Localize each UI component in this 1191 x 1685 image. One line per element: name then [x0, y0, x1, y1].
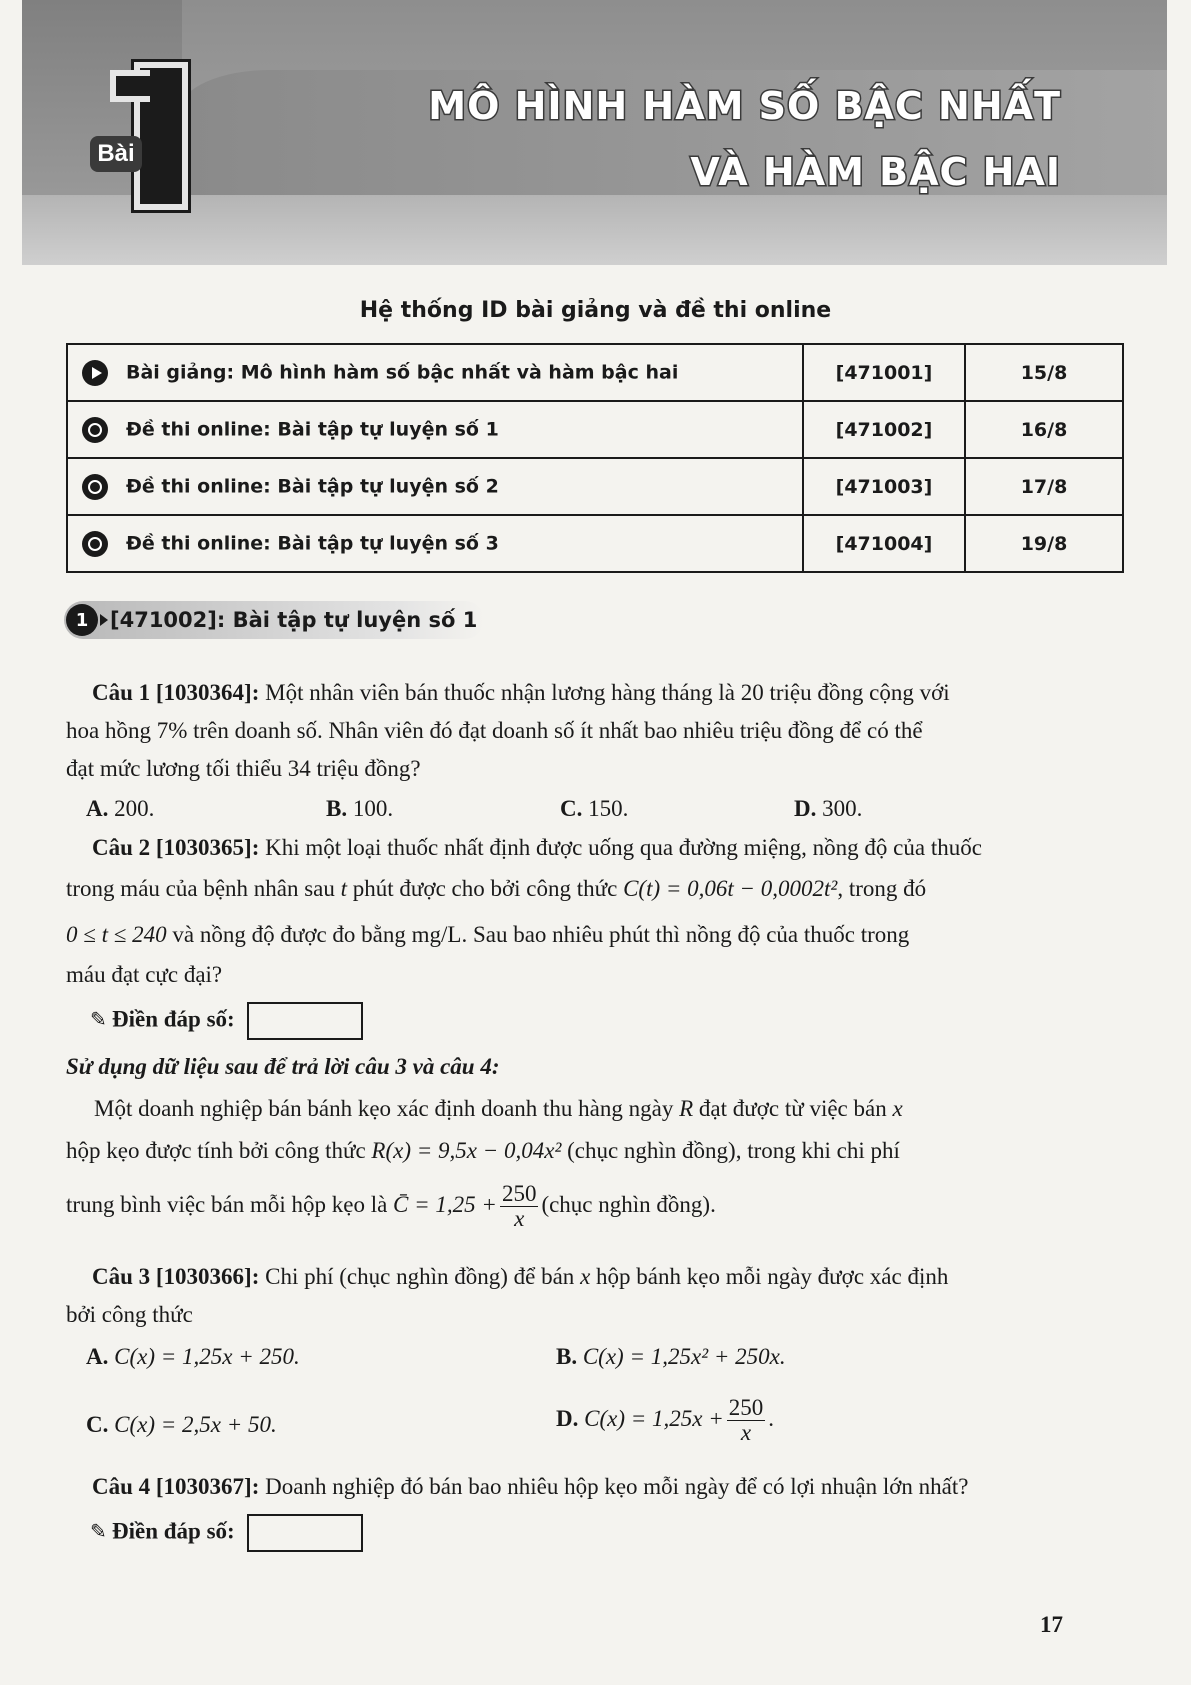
fraction: $\frac{250}{x}$: [501, 1181, 537, 1232]
q3-option-b[interactable]: B. C(x) = 1,25x² + 250x.: [556, 1344, 786, 1369]
lesson-number-graphic: [134, 62, 188, 210]
section-title: Hệ thống ID bài giảng và đề thi online: [359, 298, 832, 323]
table-cell-date: 15/8: [965, 344, 1123, 401]
data-intro-line3: trung bình việc bán mỗi hộp kẹo là C̄ = 1,25 + $\frac{250}{x}$ (chục nghìn đồng).: [66, 1181, 716, 1232]
data-intro-heading: Sử dụng dữ liệu sau để trả lời câu 3 và câu 4:: [66, 1054, 500, 1079]
data-intro-line1: Một doanh nghiệp bán bánh kẹo xác định doanh thu hàng ngày R đạt được từ việc bán x: [94, 1096, 903, 1121]
table-row[interactable]: [67, 458, 1123, 515]
table-cell-id: [471003]: [803, 458, 965, 515]
chapter-title-line1: MÔ HÌNH HÀM SỐ BẬC NHẤT: [428, 84, 1061, 128]
table-cell-label: Đề thi online: Bài tập tự luyện số 1: [67, 401, 803, 458]
table-cell-id: [471001]: [803, 344, 965, 401]
q3-option-c[interactable]: C. C(x) = 2,5x + 50.: [86, 1412, 277, 1437]
q1-option-a[interactable]: A. 200.: [86, 796, 155, 821]
id-table: [66, 343, 1124, 573]
banner-fold: [22, 195, 1167, 265]
q3-line2: bởi công thức: [66, 1302, 193, 1327]
data-intro-line2: hộp kẹo được tính bởi công thức R(x) = 9,5x − 0,04x² (chục nghìn đồng), trong khi chi phí: [66, 1138, 900, 1163]
table-cell-label: Đề thi online: Bài tập tự luyện số 3: [67, 515, 803, 572]
subsection-heading: [64, 601, 484, 639]
table-row[interactable]: [67, 344, 1123, 401]
lesson-label: Bài: [90, 136, 142, 172]
q4-line1: Câu 4 [1030367]: Doanh nghiệp đó bán bao nhiêu hộp kẹo mỗi ngày để có lợi nhuận lớn nhất?: [92, 1474, 969, 1499]
table-cell-date: 16/8: [965, 401, 1123, 458]
q2-line1: Câu 2 [1030365]: Khi một loại thuốc nhất định được uống qua đường miệng, nồng độ của thuốc: [92, 835, 982, 860]
subsection-number: 1: [66, 604, 98, 636]
q2-line4: máu đạt cực đại?: [66, 962, 223, 987]
table-row[interactable]: [67, 515, 1123, 572]
clock-icon: [82, 474, 108, 500]
pencil-icon: ✎: [90, 1521, 107, 1544]
page-number: 17: [1040, 1612, 1063, 1637]
clock-icon: [82, 417, 108, 443]
q3-option-d[interactable]: D. C(x) = 1,25x + $\frac{250}{x}$ .: [556, 1395, 774, 1446]
q2-line2: trong máu của bệnh nhân sau t phút được cho bởi công thức C(t) = 0,06t − 0,0002t², trong đó: [66, 876, 927, 901]
table-cell-id: [471002]: [803, 401, 965, 458]
q3-option-a[interactable]: A. C(x) = 1,25x + 250.: [86, 1344, 300, 1369]
q2-answer-box[interactable]: [247, 1002, 363, 1040]
pencil-icon: ✎: [90, 1009, 107, 1032]
q1-option-d[interactable]: D. 300.: [794, 796, 863, 821]
subsection-title: [471002]: Bài tập tự luyện số 1: [110, 608, 478, 632]
fraction: $\frac{250}{x}$: [728, 1395, 764, 1446]
table-cell-id: [471004]: [803, 515, 965, 572]
q1-line2: hoa hồng 7% trên doanh số. Nhân viên đó đạt doanh số ít nhất bao nhiêu triệu đồng để có thể: [66, 718, 923, 743]
q1-option-c[interactable]: C. 150.: [560, 796, 629, 821]
clock-icon: [82, 531, 108, 557]
table-cell-label: Bài giảng: Mô hình hàm số bậc nhất và hàm bậc hai: [67, 344, 803, 401]
chapter-title-line2: VÀ HÀM BẬC HAI: [690, 150, 1061, 194]
q4-answer-row: ✎ Điền đáp số:: [90, 1514, 363, 1552]
q2-answer-row: ✎ Điền đáp số:: [90, 1002, 363, 1040]
q1-line3: đạt mức lương tối thiểu 34 triệu đồng?: [66, 756, 421, 781]
q3-line1: Câu 3 [1030366]: Chi phí (chục nghìn đồng) để bán x hộp bánh kẹo mỗi ngày được xác định: [92, 1264, 949, 1289]
table-row[interactable]: [67, 401, 1123, 458]
play-icon: [82, 360, 108, 386]
q2-line3: 0 ≤ t ≤ 240 và nồng độ được đo bằng mg/L. Sau bao nhiêu phút thì nồng độ của thuốc trong: [66, 922, 910, 947]
table-cell-label: Đề thi online: Bài tập tự luyện số 2: [67, 458, 803, 515]
table-cell-date: 17/8: [965, 458, 1123, 515]
table-cell-date: 19/8: [965, 515, 1123, 572]
q1-option-b[interactable]: B. 100.: [326, 796, 394, 821]
q1-line1: Câu 1 [1030364]: Một nhân viên bán thuốc nhận lương hàng tháng là 20 triệu đồng cộng với: [92, 680, 950, 705]
q4-answer-box[interactable]: [247, 1514, 363, 1552]
